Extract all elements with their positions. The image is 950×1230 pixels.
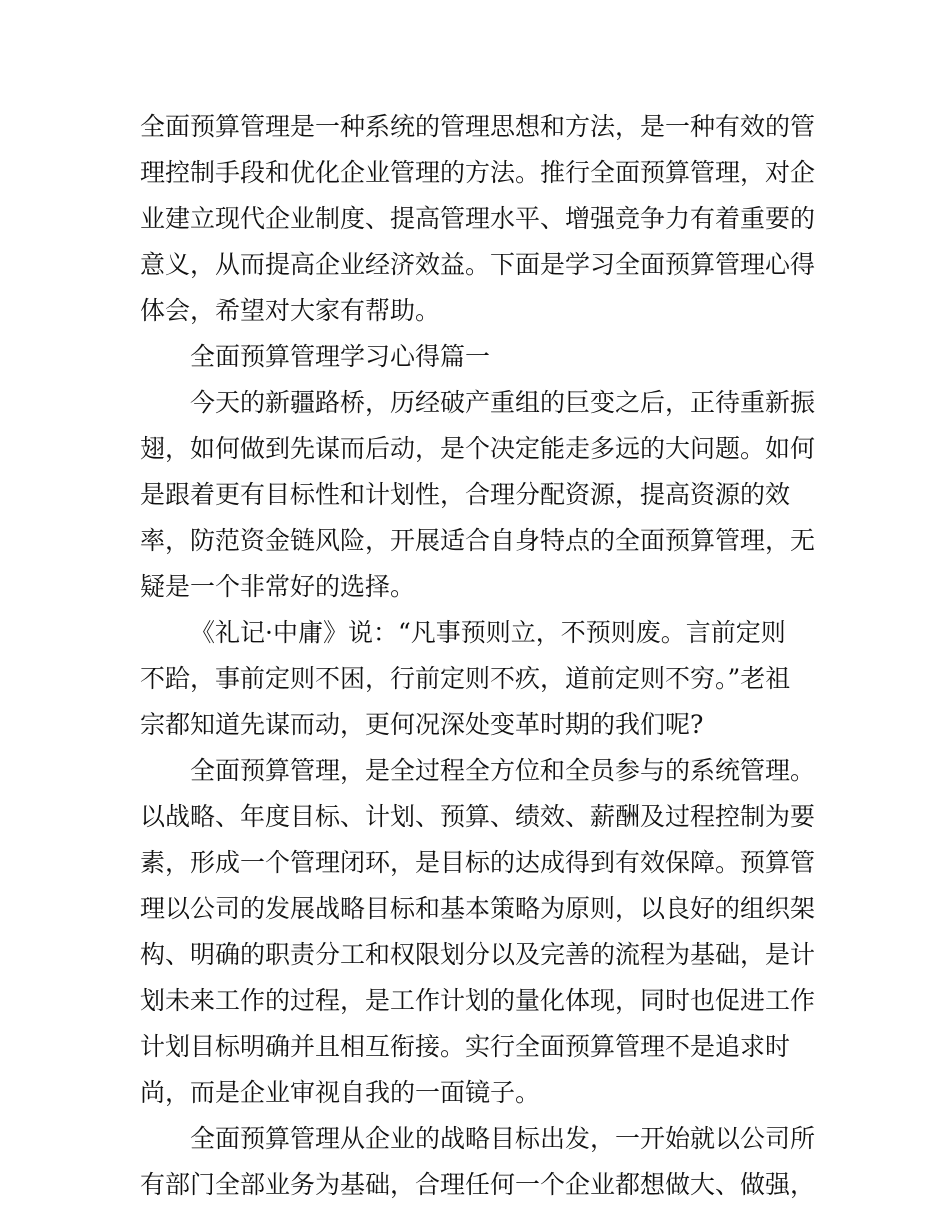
text-line: 尚，而是企业审视自我的一面镜子。 <box>140 1078 541 1107</box>
text-line: 体会，希望对大家有帮助。 <box>140 296 441 325</box>
text-line: 全面预算管理从企业的战略目标出发，一开始就以公司所 <box>190 1124 816 1153</box>
text-line: 划未来工作的过程，是工作计划的量化体现，同时也促进工作 <box>140 986 816 1015</box>
text-line: 疑是一个非常好的选择。 <box>140 572 416 601</box>
text-line: 全面预算管理，是全过程全方位和全员参与的系统管理。 <box>190 756 816 785</box>
text-line: 业建立现代企业制度、提高管理水平、增强竞争力有着重要的 <box>140 204 816 233</box>
text-line: 宗都知道先谋而动，更何况深处变革时期的我们呢? <box>140 710 704 739</box>
text-line: 素，形成一个管理闭环，是目标的达成得到有效保障。预算管 <box>140 848 816 877</box>
text-line: 今天的新疆路桥，历经破产重组的巨变之后，正待重新振 <box>190 388 816 417</box>
text-line: 翅，如何做到先谋而后动，是个决定能走多远的大问题。如何 <box>140 434 816 463</box>
text-line: 率，防范资金链风险，开展适合自身特点的全面预算管理，无 <box>140 526 816 555</box>
text-line: 是跟着更有目标性和计划性，合理分配资源，提高资源的效 <box>140 480 791 509</box>
text-line: 理控制手段和优化企业管理的方法。推行全面预算管理，对企 <box>140 158 816 187</box>
text-line: 意义，从而提高企业经济效益。下面是学习全面预算管理心得 <box>140 250 816 279</box>
text-line: 《礼记·中庸》说：“凡事预则立，不预则废。言前定则 <box>190 618 786 647</box>
text-line: 全面预算管理是一种系统的管理思想和方法，是一种有效的管 <box>140 112 816 141</box>
section-heading: 全面预算管理学习心得篇一 <box>190 342 491 371</box>
text-line: 理以公司的发展战略目标和基本策略为原则，以良好的组织架 <box>140 894 816 923</box>
text-line: 不跲，事前定则不困，行前定则不疚，道前定则不穷。”老祖 <box>140 664 791 693</box>
text-line: 计划目标明确并且相互衔接。实行全面预算管理不是追求时 <box>140 1032 791 1061</box>
text-line: 以战略、年度目标、计划、预算、绩效、薪酬及过程控制为要 <box>140 802 816 831</box>
document-body <box>140 104 820 1208</box>
text-line: 有部门全部业务为基础，合理任何一个企业都想做大、做强， <box>140 1170 816 1199</box>
text-line: 构、明确的职责分工和权限划分以及完善的流程为基础，是计 <box>140 940 816 969</box>
